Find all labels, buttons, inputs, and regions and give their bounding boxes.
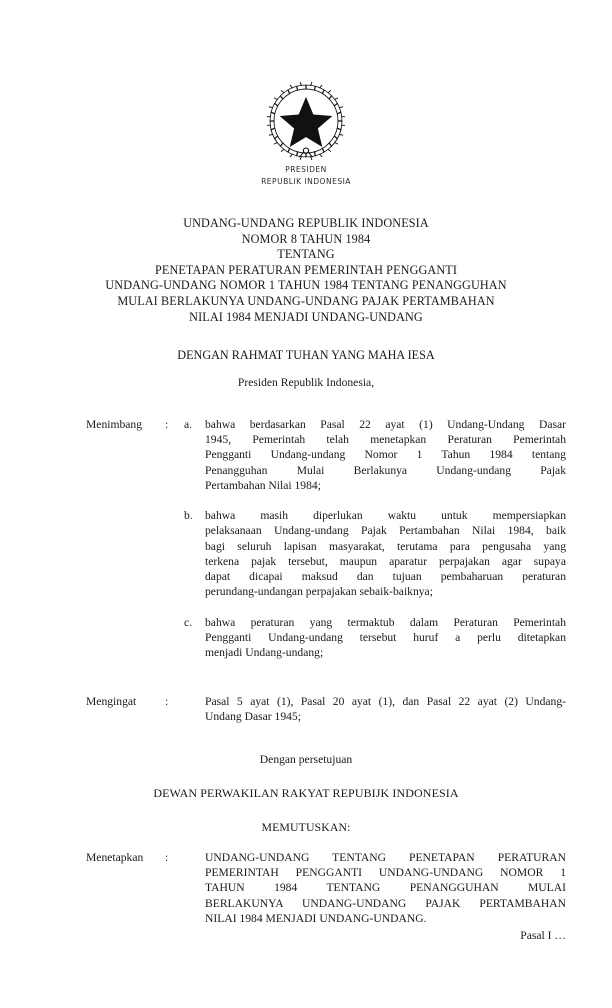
letterhead xyxy=(0,82,612,187)
dpr-line: DEWAN PERWAKILAN RAKYAT REPUBIJK INDONESIA xyxy=(153,786,459,800)
item-a-line-5: Pertambahan Nilai 1984; xyxy=(205,478,321,492)
title-line-2: NOMOR 8 TAHUN 1984 xyxy=(241,231,371,246)
page-catchword: Pasal I … xyxy=(520,929,566,942)
title-line-7: NILAI 1984 MENJADI UNDANG-UNDANG xyxy=(189,309,423,324)
item-b-line-4: terkena pajak tersebut, maupun aparatur perpajakan agar supaya xyxy=(205,554,566,568)
item-b-line-2: pelaksanaan Undang-undang Pajak Pertambahan Nilai 1984, baik xyxy=(205,524,566,538)
clause-menetapkan-colon: : xyxy=(165,851,169,864)
list-item xyxy=(184,508,566,599)
clause-menetapkan xyxy=(86,850,566,926)
item-a-line-1: bahwa berdasarkan Pasal 22 ayat (1) Undang-Undang Dasar xyxy=(205,418,566,431)
item-c-line-1: bahwa peraturan yang termaktub dalam Peraturan Pemerintah xyxy=(205,615,566,629)
mengingat-line-2: Undang Dasar 1945; xyxy=(205,710,301,724)
clause-menimbang-colon: : xyxy=(165,418,169,431)
item-marker-a: a. xyxy=(184,418,193,431)
menetapkan-line-1: UNDANG-UNDANG TENTANG PENETAPAN PERATURAN xyxy=(205,851,566,864)
item-b-line-3: bagi seluruh lapisan masyarakat, terutama para pengusaha yang xyxy=(205,539,566,553)
clause-menimbang-label: Menimbang xyxy=(86,418,143,431)
rahmat-line: DENGAN RAHMAT TUHAN YANG MAHA IESA xyxy=(177,348,435,362)
list-item xyxy=(184,615,566,661)
list-item xyxy=(184,417,566,493)
title-line-5: UNDANG-UNDANG NOMOR 1 TAHUN 1984 TENTANG PENANGGUHAN xyxy=(105,278,507,293)
title-line-6: MULAI BERLAKUNYA UNDANG-UNDANG PAJAK PERTAMBAHAN xyxy=(117,293,495,308)
list-gap xyxy=(184,599,566,614)
menetapkan-line-2: PEMERINTAH PENGGANTI UNDANG-UNDANG NOMOR 1 xyxy=(205,866,566,880)
item-a-line-4: Penangguhan Mulai Berlakunya Undang-undang Pajak xyxy=(205,463,566,477)
item-b-line-5: dapat dicapai maksud dan tujuan pembaharuan peraturan xyxy=(205,570,566,584)
letterhead-caption xyxy=(0,164,612,187)
title-line-3: TENTANG xyxy=(277,247,335,262)
letterhead-line-presiden: PRESIDEN xyxy=(285,165,327,174)
item-a-line-3: Pengganti Undang-undang Nomor 1 Tahun 1984 tentang xyxy=(205,448,566,462)
clause-menimbang xyxy=(86,417,566,660)
memutuskan-heading: MEMUTUSKAN: xyxy=(261,820,351,834)
mengingat-line-1: Pasal 5 ayat (1), Pasal 20 ayat (1), dan Pasal 22 ayat (2) Undang- xyxy=(205,695,566,708)
item-b-line-1: bahwa masih diperlukan waktu untuk mempersiapkan xyxy=(205,509,566,523)
menetapkan-line-4: BERLAKUNYA UNDANG-UNDANG PAJAK PERTAMBAHAN xyxy=(205,896,566,910)
persetujuan-line: Dengan persetujuan xyxy=(259,753,353,766)
letterhead-line-republik: REPUBLIK INDONESIA xyxy=(261,176,351,186)
item-marker-b: b. xyxy=(184,509,193,523)
clause-mengingat-colon: : xyxy=(165,695,169,708)
document-title xyxy=(46,216,566,325)
menetapkan-line-3: TAHUN 1984 TENTANG PENANGGUHAN MULAI xyxy=(205,881,566,895)
list-gap xyxy=(184,493,566,508)
indonesian-presidential-seal-icon xyxy=(267,82,345,160)
item-marker-c: c. xyxy=(184,615,193,629)
item-c-line-2: Pengganti Undang-undang tersebut huruf a perlu ditetapkan xyxy=(205,630,566,644)
title-line-1: UNDANG-UNDANG REPUBLIK INDONESIA xyxy=(183,216,429,230)
item-b-line-6: perundang-undangan perpajakan sebaik-baiknya; xyxy=(205,585,433,599)
clause-mengingat-label: Mengingat xyxy=(86,695,137,708)
clause-menetapkan-label: Menetapkan xyxy=(86,851,144,864)
menetapkan-line-5: NILAI 1984 MENJADI UNDANG-UNDANG. xyxy=(205,911,427,925)
clause-mengingat xyxy=(86,694,566,724)
title-line-4: PENETAPAN PERATURAN PEMERINTAH PENGGANTI xyxy=(154,262,457,277)
presiden-line: Presiden Republik Indonesia, xyxy=(237,376,375,389)
item-c-line-3: menjadi Undang-undang; xyxy=(205,646,324,660)
item-a-line-2: 1945, Pemerintah telah menetapkan Peraturan Pemerintah xyxy=(205,433,566,447)
